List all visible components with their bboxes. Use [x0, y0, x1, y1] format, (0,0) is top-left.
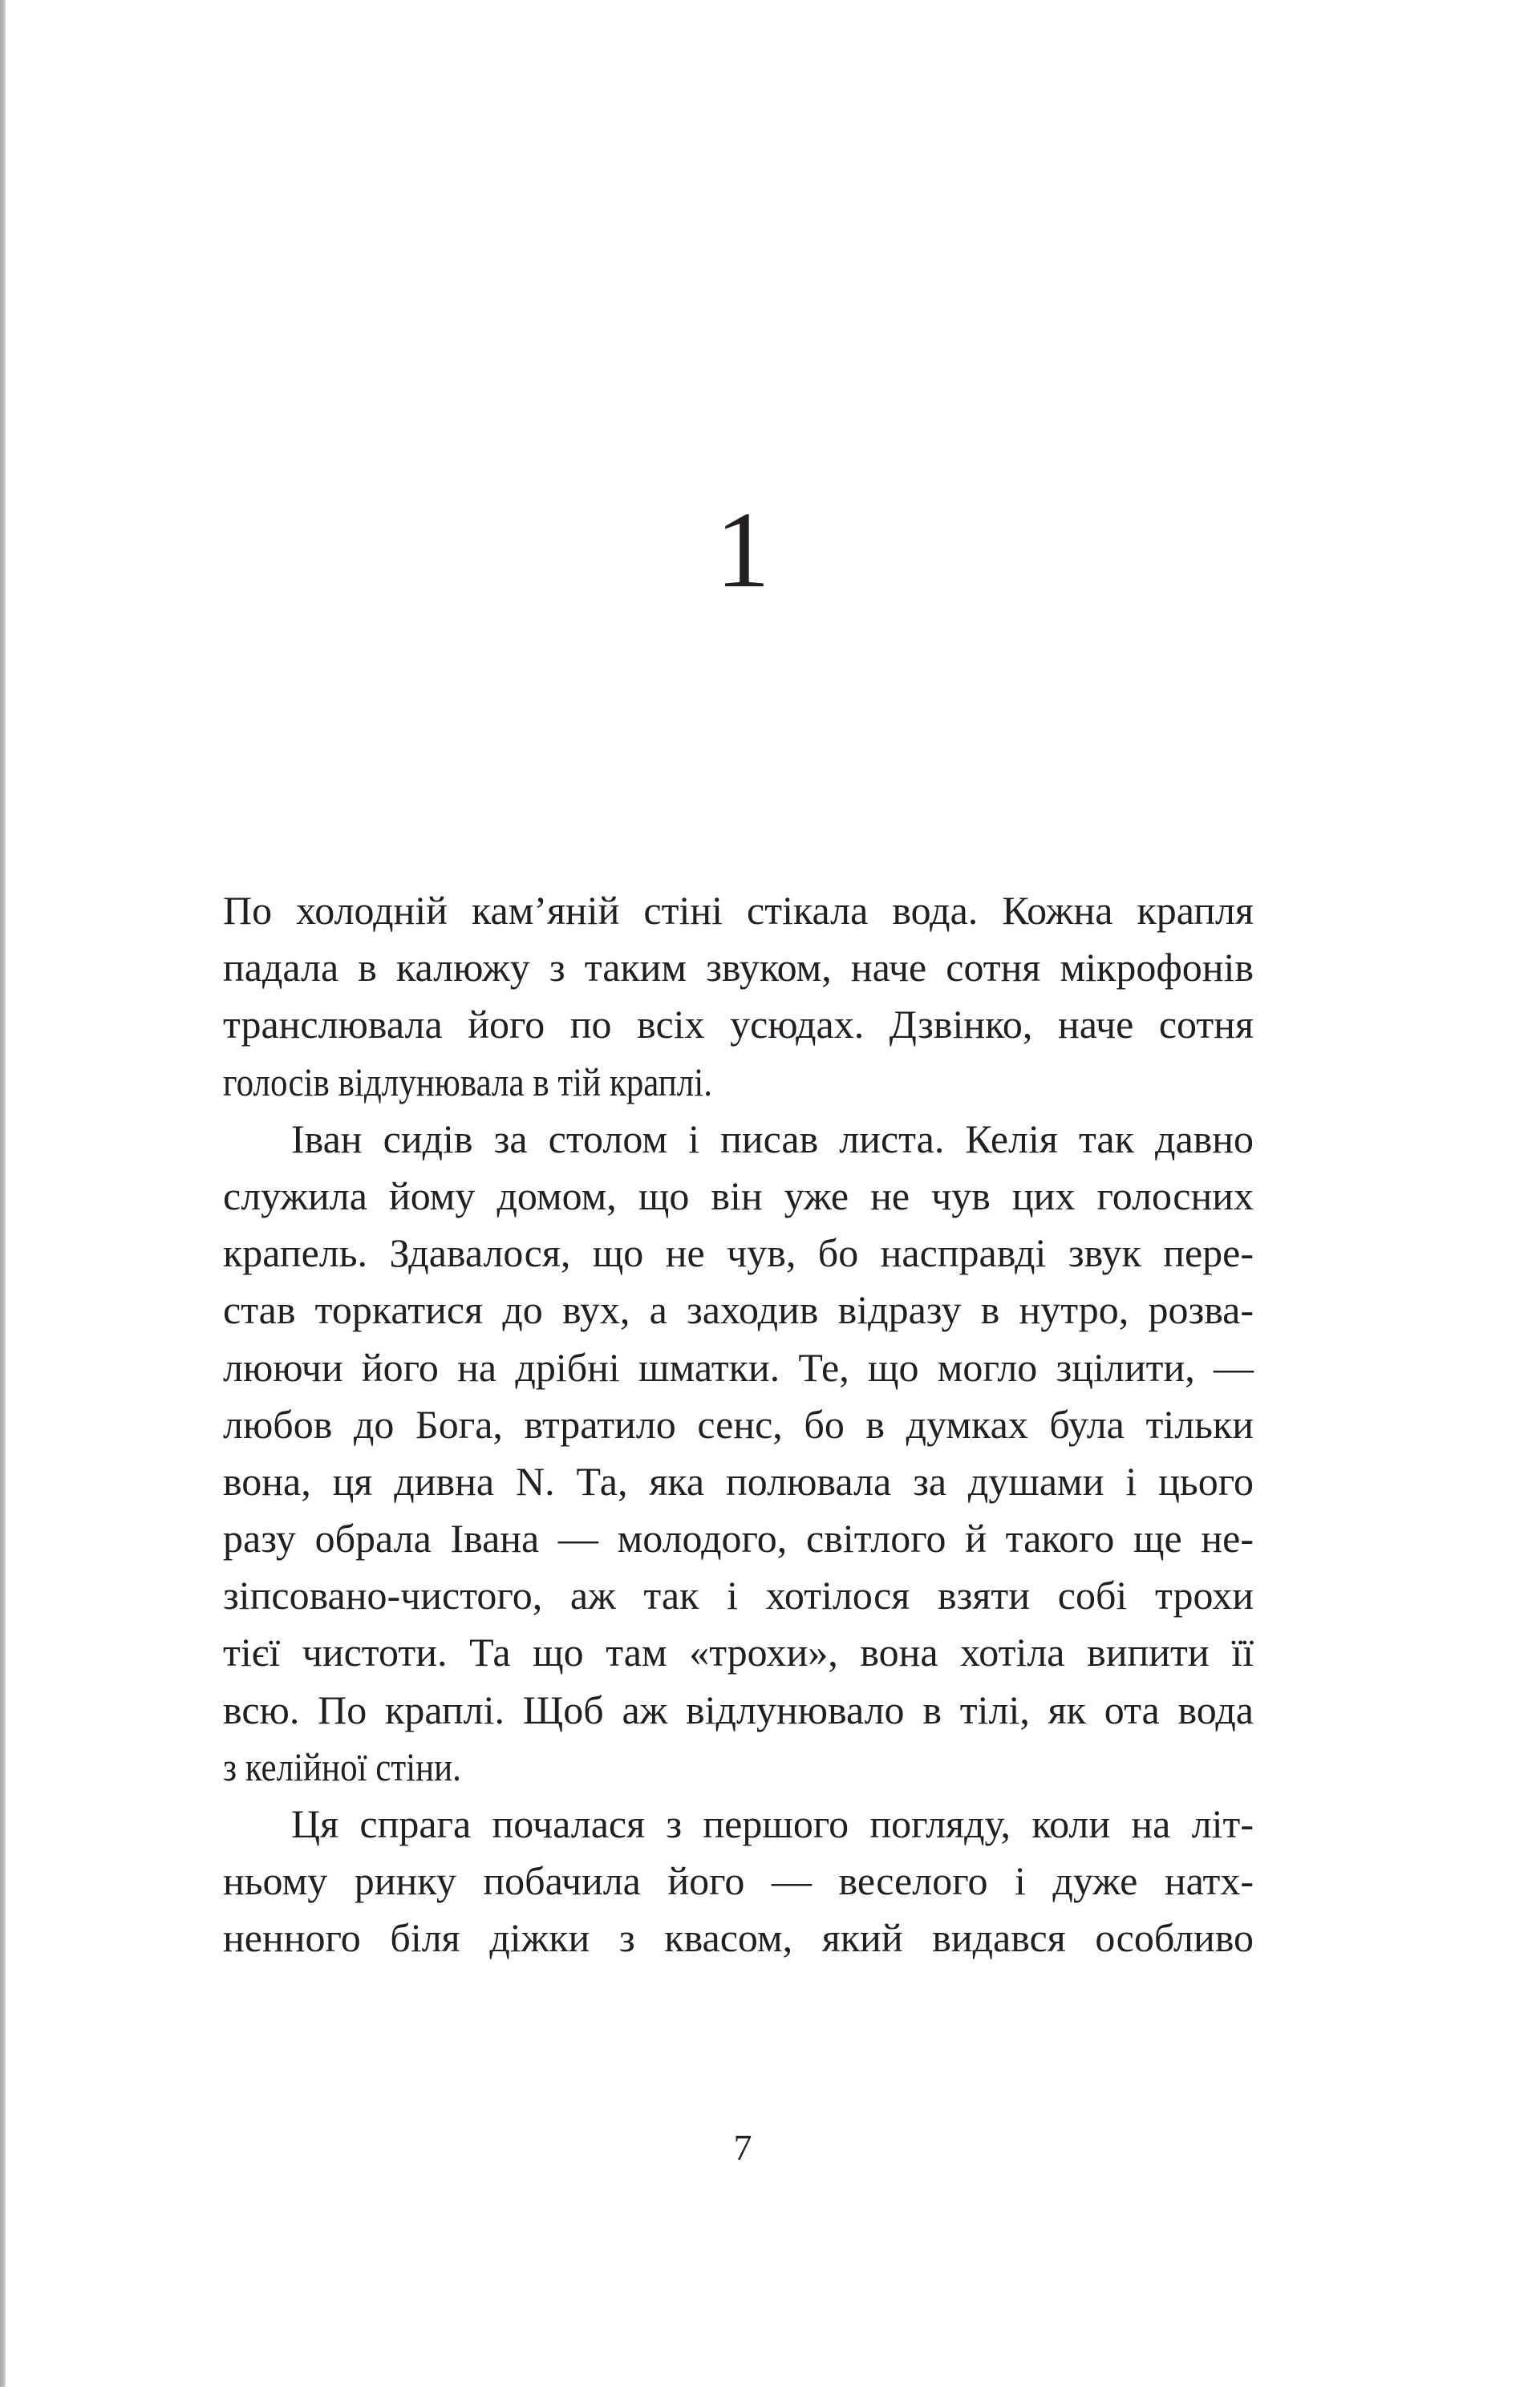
text-line: люючи його на дрібні шматки. Те, що могло зцілити, — — [223, 1344, 1254, 1390]
text-line: крапель. Здавалося, що не чув, бо насправді звук пере- — [223, 1230, 1254, 1276]
text-line: з келійної стіни. — [223, 1744, 461, 1789]
paragraph-3 — [223, 1796, 1254, 1967]
text-line: ньому ринку побачила його — веселого і дуже натх- — [223, 1858, 1254, 1904]
text-line: Ця спрага почалася з першого погляду, коли на літ- — [291, 1801, 1254, 1846]
text-line: тієї чистоти. Та що там «трохи», вона хотіла випити її — [223, 1630, 1254, 1675]
text-line: став торкатися до вух, а заходив відразу в нутро, розва- — [223, 1287, 1254, 1333]
book-page — [6, 0, 1540, 2390]
paragraph-2 — [223, 1111, 1254, 1796]
text-line: По холодній кам’яній стіні стікала вода. Кожна крапля — [223, 888, 1254, 933]
text-line: падала в калюжу з таким звуком, наче сотня мікрофонів — [223, 945, 1254, 990]
text-line: Іван сидів за столом і писав листа. Келія так давно — [291, 1116, 1254, 1161]
paragraph-1 — [223, 882, 1254, 1111]
body-text — [223, 882, 1254, 1967]
text-line: транслювала його по всіх усюдах. Дзвінко, наче сотня — [223, 1002, 1254, 1047]
text-line: ненного біля діжки з квасом, який видався особливо — [223, 1915, 1254, 1961]
text-line: служила йому домом, що він уже не чув цих голосних — [223, 1173, 1254, 1218]
page-edge-shadow — [0, 0, 6, 2387]
chapter-number: 1 — [715, 490, 770, 610]
text-line: вона, ця дивна N. Та, яка полювала за душами і цього — [223, 1458, 1254, 1504]
text-line: голосів відлунювала в тій краплі. — [223, 1059, 712, 1104]
text-line: зіпсовано-чистого, аж так і хотілося взяти собі трохи — [223, 1573, 1254, 1618]
text-line: разу обрала Івана — молодого, світлого й такого ще не- — [223, 1516, 1254, 1562]
text-line: всю. По краплі. Щоб аж відлунювало в тілі, як ота вода — [223, 1687, 1254, 1732]
page-number: 7 — [733, 2127, 752, 2168]
text-line: любов до Бога, втратило сенс, бо в думках була тільки — [223, 1401, 1254, 1447]
